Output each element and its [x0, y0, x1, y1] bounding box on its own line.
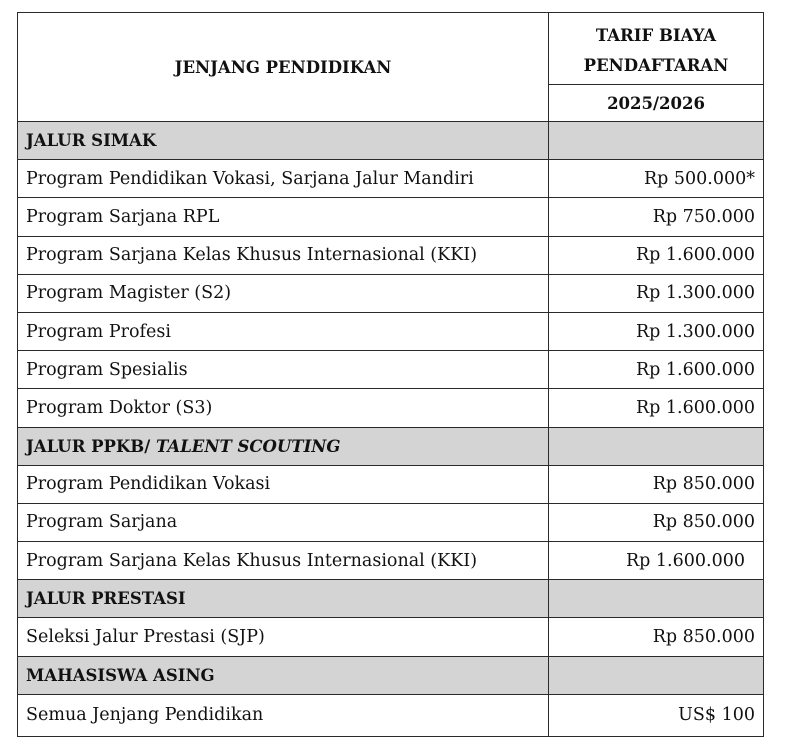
program-fee: Rp 850.000: [549, 465, 764, 503]
table-row: [18, 389, 764, 427]
program-fee: Rp 500.000*: [549, 160, 764, 198]
table-row: [18, 160, 764, 198]
program-fee: Rp 1.300.000: [549, 274, 764, 312]
section-title: JALUR PRESTASI: [18, 580, 549, 618]
program-fee: Rp 1.300.000: [549, 312, 764, 350]
fee-table-container: [17, 12, 763, 737]
program-fee: Rp 1.600.000: [549, 351, 764, 389]
program-name: Program Pendidikan Vokasi, Sarjana Jalur Mandiri: [18, 160, 549, 198]
program-fee: Rp 750.000: [549, 198, 764, 236]
program-name: Program Magister (S2): [18, 274, 549, 312]
program-name: Semua Jenjang Pendidikan: [18, 694, 549, 736]
section-fee-empty: [549, 656, 764, 694]
table-row: [18, 465, 764, 503]
program-name: Program Sarjana RPL: [18, 198, 549, 236]
section-title-part2: TALENT SCOUTING: [156, 436, 341, 456]
fee-header-line1: TARIF BIAYA: [595, 25, 717, 45]
section-fee-empty: [549, 122, 764, 160]
section-fee-empty: [549, 427, 764, 465]
section-jalur-prestasi: [18, 580, 764, 618]
section-jalur-ppkb: [18, 427, 764, 465]
program-fee: Rp 1.600.000: [549, 236, 764, 274]
table-row: [18, 198, 764, 236]
program-name: Program Doktor (S3): [18, 389, 549, 427]
fee-column-header: [549, 13, 764, 85]
program-name: Program Profesi: [18, 312, 549, 350]
program-name: Program Sarjana: [18, 503, 549, 541]
table-row: [18, 351, 764, 389]
program-fee: Rp 850.000: [549, 618, 764, 656]
program-name: Program Sarjana Kelas Khusus Internasional (KKI): [18, 236, 549, 274]
section-title-part1: JALUR PPKB/: [26, 436, 157, 456]
section-title: [18, 427, 549, 465]
table-row: [18, 694, 764, 736]
section-title: MAHASISWA ASING: [18, 656, 549, 694]
program-name: Program Sarjana Kelas Khusus Internasional (KKI): [18, 542, 549, 580]
program-fee: Rp 1.600.000: [549, 542, 764, 580]
program-fee: Rp 1.600.000: [549, 389, 764, 427]
program-fee: US$ 100: [549, 694, 764, 736]
table-row: [18, 236, 764, 274]
program-name: Seleksi Jalur Prestasi (SJP): [18, 618, 549, 656]
table-row: [18, 503, 764, 541]
level-column-header: JENJANG PENDIDIKAN: [18, 13, 549, 122]
section-mahasiswa-asing: [18, 656, 764, 694]
section-title: JALUR SIMAK: [18, 122, 549, 160]
section-fee-empty: [549, 580, 764, 618]
table-row: [18, 542, 764, 580]
table-row: [18, 618, 764, 656]
program-name: Program Pendidikan Vokasi: [18, 465, 549, 503]
header-row: [18, 13, 764, 85]
fee-header-line2: PENDAFTARAN: [583, 55, 729, 75]
academic-year-header: 2025/2026: [549, 85, 764, 122]
program-name: Program Spesialis: [18, 351, 549, 389]
program-fee: Rp 850.000: [549, 503, 764, 541]
table-row: [18, 312, 764, 350]
table-row: [18, 274, 764, 312]
registration-fee-table: [17, 12, 764, 737]
section-jalur-simak: [18, 122, 764, 160]
